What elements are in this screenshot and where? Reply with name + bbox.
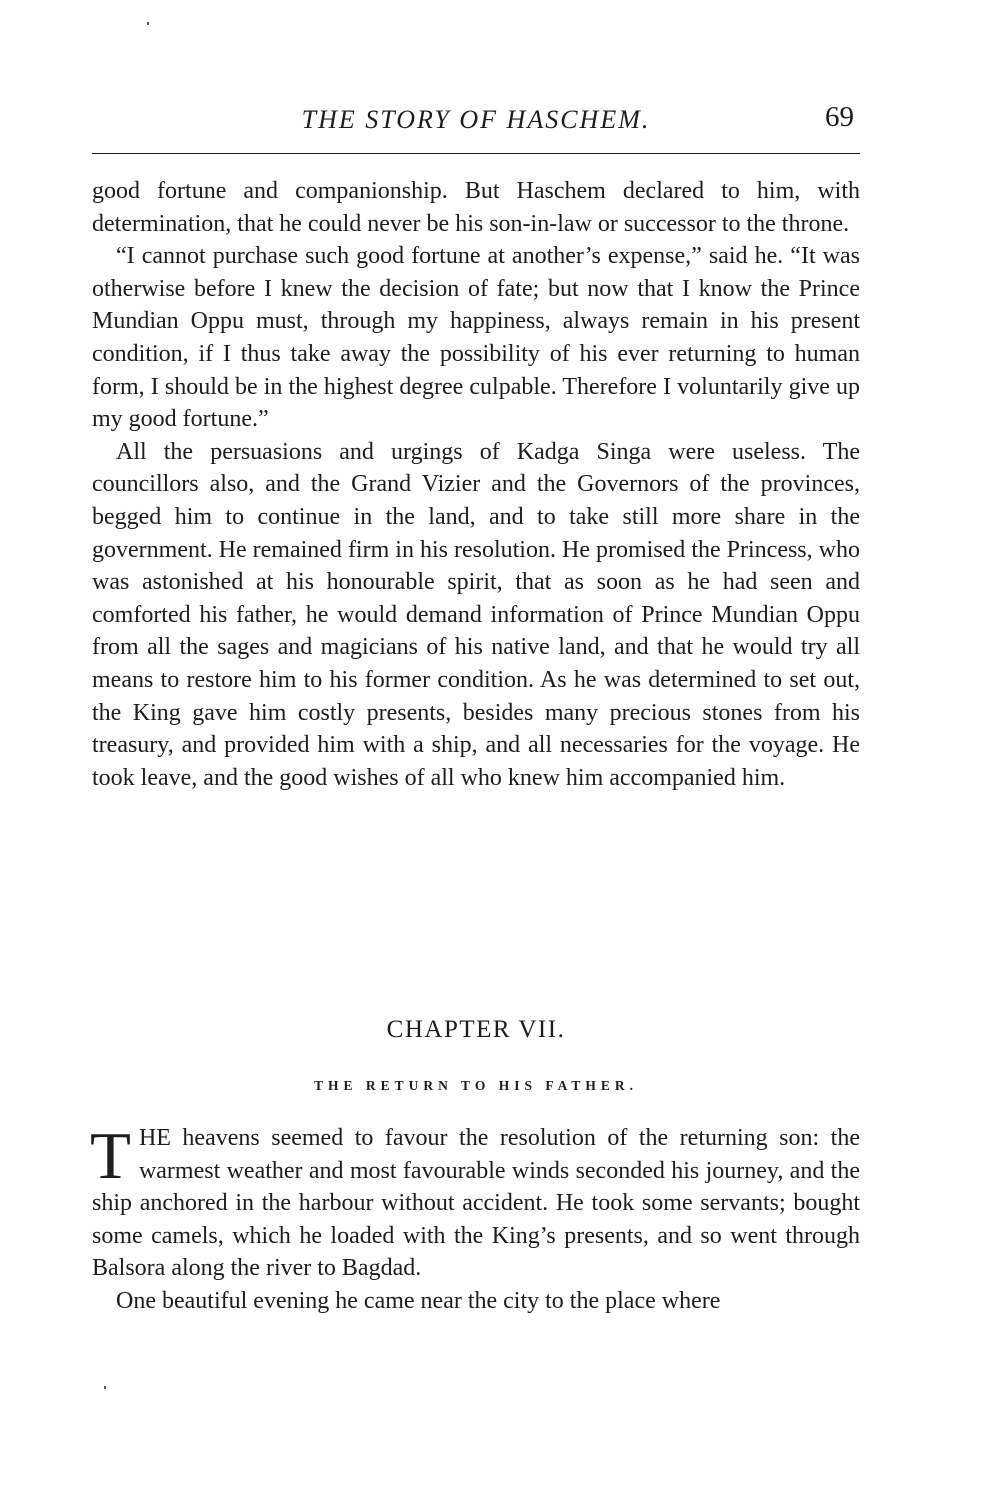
paragraph-continuation: good fortune and companionship. But Haschem declared to him, with determination, that he could never be his son-in-law or successor to the throne. [92, 178, 860, 237]
paragraph-persuasions: All the persuasions and urgings of Kadga Singa were useless. The councillors also, and the Grand Vizier and the Governors of the provinces, begged him to continue in the land, and to take still more share in the government. He remained firm in his resolution. He promised the Princess, who was astonished at his honourable spirit, that as soon as he had seen and comforted his father, he would demand information of Prince Mundian Oppu from all the sages and magicians of his native land, and that he would try all means to restore him to his former condition. As he was determined to set out, the King gave him costly presents, besides many precious stones from his treasury, and provided him with a ship, and all necessaries for the voyage. He took leave, and the good wishes of all who knew him accompanied him. [92, 438, 860, 791]
paragraph-opening [90, 1119, 860, 1285]
paragraph-evening: One beautiful evening he came near the city to the place where [116, 1287, 721, 1314]
running-head [92, 103, 860, 143]
opening-text: HE heavens seemed to favour the resolution of the returning son: the warmest weather and most favourable winds seconded his journey, and the ship anchored in the harbour without accident. He took some servants; bought some camels, which he loaded with the King’s presents, and so went through Balsora along the river to Bagdad. [92, 1125, 860, 1282]
text-block-top [92, 175, 860, 794]
paragraph-quote: “I cannot purchase such good fortune at another’s expense,” said he. “It was otherwise before I knew the decision of fate; but now that I know the Prince Mundian Oppu must, through my happiness, always remain in his present condition, if I thus take away the possibility of his ever returning to human form, I should be in the highest degree culpable. Therefore I voluntarily give up my good fortune.” [92, 243, 860, 433]
paper-speck [104, 1386, 106, 1389]
page-number: 69 [825, 101, 854, 133]
paper-speck [147, 22, 149, 25]
drop-cap: T [90, 1119, 131, 1193]
text-block-bottom [90, 1119, 860, 1318]
running-title: THE STORY OF HASCHEM. [301, 105, 651, 134]
chapter-subtitle: THE RETURN TO HIS FATHER. [314, 1078, 638, 1093]
chapter-title: CHAPTER VII. [386, 1016, 566, 1043]
header-rule [92, 153, 860, 154]
